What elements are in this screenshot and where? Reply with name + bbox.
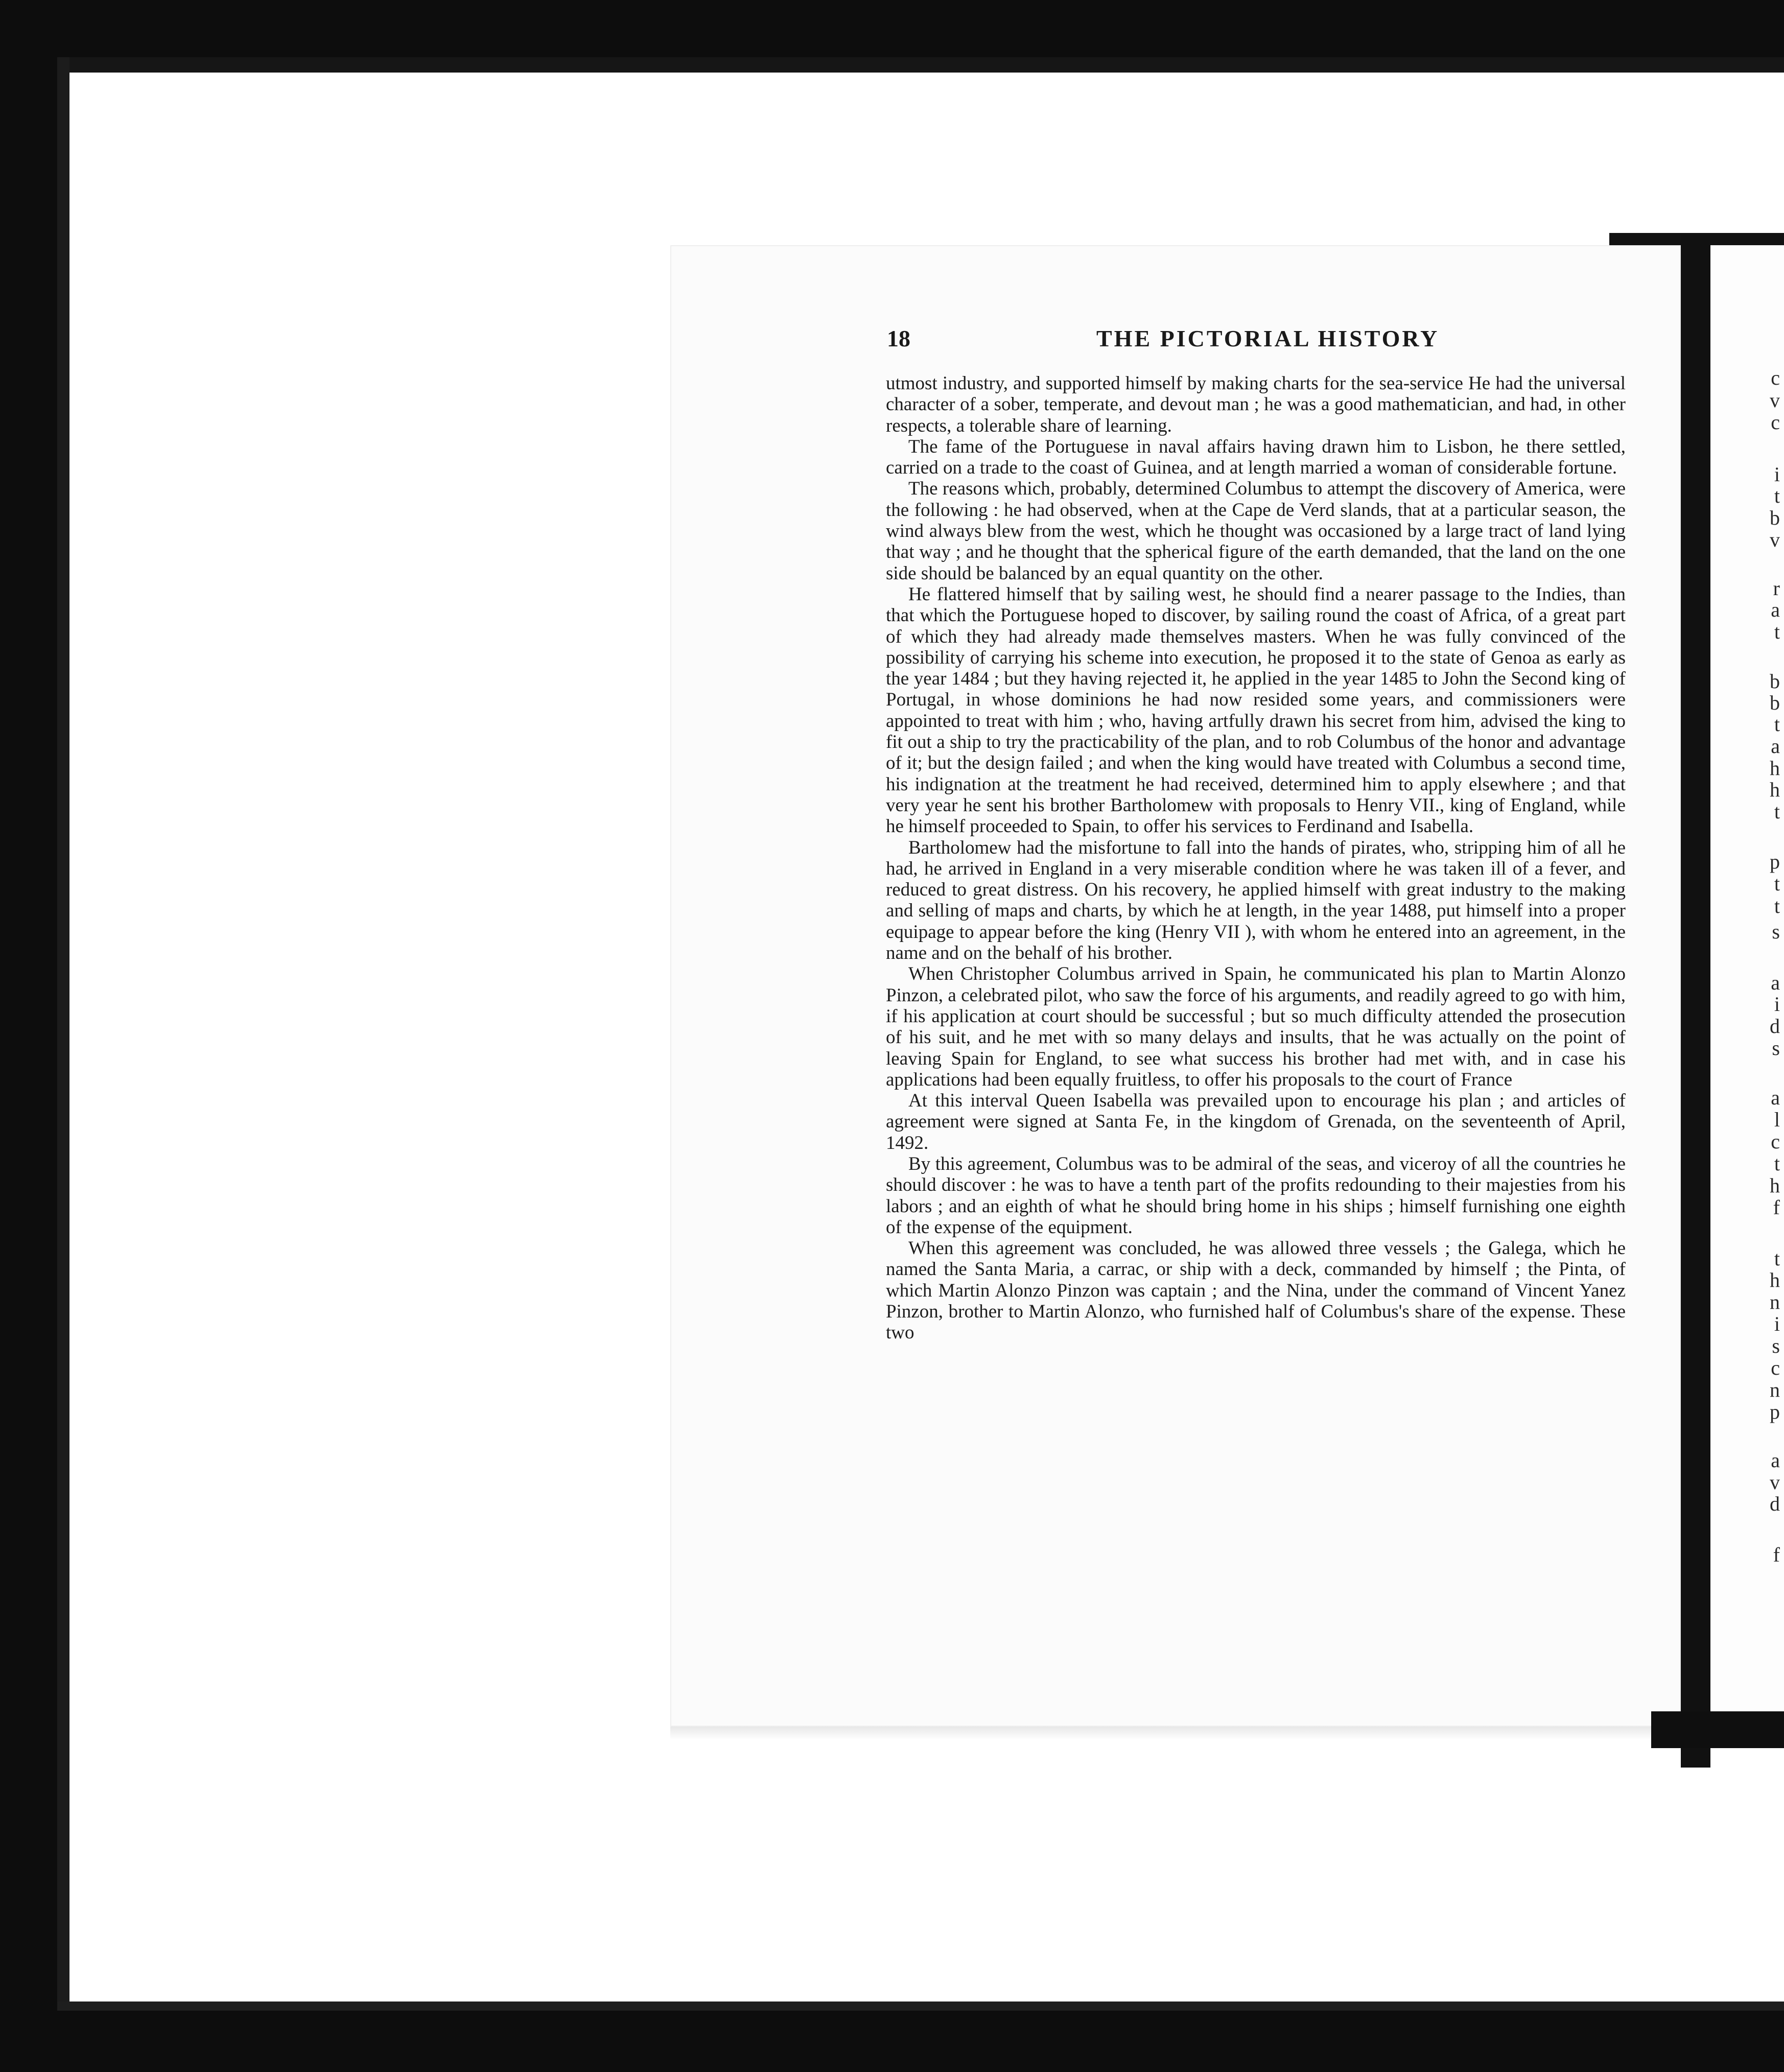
body-text xyxy=(886,373,1626,1344)
adjacent-page-letter: i xyxy=(1774,1312,1780,1335)
adjacent-page-letter: b xyxy=(1770,506,1780,529)
adjacent-page-letter: c xyxy=(1771,411,1780,434)
adjacent-page-letter: f xyxy=(1773,1196,1780,1219)
adjacent-page-letter: a xyxy=(1771,1086,1780,1109)
paragraph: When this agreement was concluded, he was allowed three vessels ; the Galega, which he named the Santa Maria, a carrac, or ship with a deck, commanded by himself ; the Pinta, of which Martin Alonzo Pinzon was captain ; and the Nina, under the command of Vincent Yanez Pinzon, brother to Martin Alonzo, who furnished half of Columbus's share of the expense. These two xyxy=(886,1238,1626,1344)
paragraph: At this interval Queen Isabella was prevailed upon to encourage his plan ; and articles of agreement were signed at Santa Fe, in the kingdom of Grenada, on the seventeenth of April, 1492. xyxy=(886,1090,1626,1153)
microfilm-frame-bottom xyxy=(0,2011,1784,2072)
adjacent-page-letter: i xyxy=(1774,463,1780,486)
adjacent-page-letter: h xyxy=(1770,1174,1780,1197)
adjacent-page-letter: s xyxy=(1772,1037,1780,1059)
adjacent-page-letter: t xyxy=(1774,1152,1780,1175)
adjacent-page-letter: t xyxy=(1774,872,1780,895)
adjacent-page-letter: a xyxy=(1771,1449,1780,1472)
microfilm-frame-left xyxy=(0,0,57,2072)
page-bottom-shadow xyxy=(670,1727,1681,1740)
book-spine xyxy=(1681,235,1710,1768)
adjacent-page-letter: s xyxy=(1772,920,1780,943)
adjacent-page-letter: t xyxy=(1774,800,1780,823)
adjacent-page-letter: f xyxy=(1773,1543,1780,1566)
adjacent-page-letter: v xyxy=(1770,528,1780,551)
adjacent-page-letter: p xyxy=(1770,1400,1780,1423)
adjacent-page-letter: t xyxy=(1774,1247,1780,1270)
adjacent-page-letter: b xyxy=(1770,691,1780,714)
adjacent-page-letter: c xyxy=(1771,1130,1780,1153)
adjacent-page-letter: t xyxy=(1774,484,1780,507)
adjacent-page-letter: r xyxy=(1773,577,1780,600)
adjacent-page-letter: c xyxy=(1771,1356,1780,1379)
adjacent-page-letter: a xyxy=(1771,735,1780,758)
page-number: 18 xyxy=(887,325,910,351)
paragraph: By this agreement, Columbus was to be admiral of the seas, and viceroy of all the countries he should discover : he was to have a tenth part of the profits redounding to their majesties from his labors ; and an eighth of what he should bring home in his ships ; himself furnishing one eighth of the expense of the equipment. xyxy=(886,1153,1626,1238)
adjacent-page-letter: h xyxy=(1770,1268,1780,1291)
adjacent-page-letter: p xyxy=(1770,850,1780,873)
microfilm-frame-top-edge xyxy=(37,57,1784,73)
adjacent-page-letter: n xyxy=(1770,1378,1780,1401)
page-header xyxy=(887,325,1633,356)
adjacent-page-letter: c xyxy=(1771,366,1780,389)
adjacent-page-letter: d xyxy=(1770,1492,1780,1515)
microfilm-frame-top xyxy=(0,0,1784,57)
microfilm-frame-left-edge xyxy=(57,57,69,2072)
adjacent-page-letter: d xyxy=(1770,1015,1780,1038)
adjacent-page-letter: t xyxy=(1774,713,1780,736)
adjacent-page-letter: h xyxy=(1770,778,1780,801)
adjacent-page-letter: n xyxy=(1770,1290,1780,1313)
adjacent-page-letter: i xyxy=(1774,993,1780,1016)
paragraph: Bartholomew had the misfortune to fall into the hands of pirates, who, stripping him of all he had, he arrived in England in a very miserable condition where he was taken ill of a fever, and reduced to great distress. On his recovery, he applied himself with great industry to the making and selling of maps and charts, by which he at length, in the year 1488, put himself into a proper equipage to appear before the king (Henry VII ), with whom he entered into an agreement, in the name and on the behalf of his brother. xyxy=(886,837,1626,964)
adjacent-page-letter: v xyxy=(1770,389,1780,412)
adjacent-page-strip xyxy=(1710,245,1784,1711)
adjacent-page-letter: s xyxy=(1772,1334,1780,1357)
adjacent-page-letter: b xyxy=(1770,670,1780,693)
paragraph: The fame of the Portuguese in naval affairs having drawn him to Lisbon, he there settled, carried on a trade to the coast of Guinea, and at length married a woman of considerable fortune. xyxy=(886,436,1626,479)
adjacent-page-letter: t xyxy=(1774,620,1780,643)
book-spine-bottom xyxy=(1651,1711,1784,1748)
paragraph: utmost industry, and supported himself by making charts for the sea-service He had the universal character of a sober, temperate, and devout man ; he was a good mathematician, and had, in other respects, a tolerable share of learning. xyxy=(886,373,1626,436)
adjacent-page-letter: t xyxy=(1774,894,1780,917)
paragraph: When Christopher Columbus arrived in Spain, he communicated his plan to Martin Alonzo Pinzon, a celebrated pilot, who saw the force of his arguments, and readily agreed to go with him, if his application at court should be successful ; but so much difficulty attended the prosecution of his suit, and he met with so many delays and insults, that he was actually on the point of leaving Spain for England, to see what success his brother had met with, and in case his applications had been equally fruitless, to offer his proposals to the court of France xyxy=(886,963,1626,1090)
paragraph: He flattered himself that by sailing west, he should find a nearer passage to the Indies, than that which the Portuguese hoped to discover, by sailing round the coast of Africa, of a great part of which they had already made themselves masters. When he was fully convinced of the possibility of carrying his scheme into execution, he proposed it to the state of Genoa as early as the year 1484 ; but they having rejected it, he applied in the year 1485 to John the Second king of Portugal, in whose dominions he had now resided some years, and commissioners were appointed to treat with him ; who, having artfully drawn his secret from him, advised the king to fit out a ship to try the practicability of the plan, and to rob Columbus of the honor and advantage of it; but the design failed ; and when the king would have treated with Columbus a second time, his indignation at the treatment he had received, determined him to apply elsewhere ; and that very year he sent his brother Bartholomew with proposals to Henry VII., king of England, while he himself proceeded to Spain, to offer his services to Ferdinand and Isabella. xyxy=(886,583,1626,837)
adjacent-page-letter: l xyxy=(1774,1108,1780,1131)
adjacent-page-letter: a xyxy=(1771,971,1780,994)
adjacent-page-letter: v xyxy=(1770,1471,1780,1494)
adjacent-page-letter: h xyxy=(1770,757,1780,780)
running-head: THE PICTORIAL HISTORY xyxy=(1096,325,1440,351)
paragraph: The reasons which, probably, determined Columbus to attempt the discovery of America, were the following : he had observed, when at the Cape de Verd slands, that at a particular season, the wind always blew from the west, which he thought was occasioned by a large tract of land lying that way ; and he thought that the spherical figure of the earth demanded, that the land on the one side should be balanced by an equal quantity on the other. xyxy=(886,478,1626,584)
adjacent-page-letter: a xyxy=(1771,598,1780,621)
